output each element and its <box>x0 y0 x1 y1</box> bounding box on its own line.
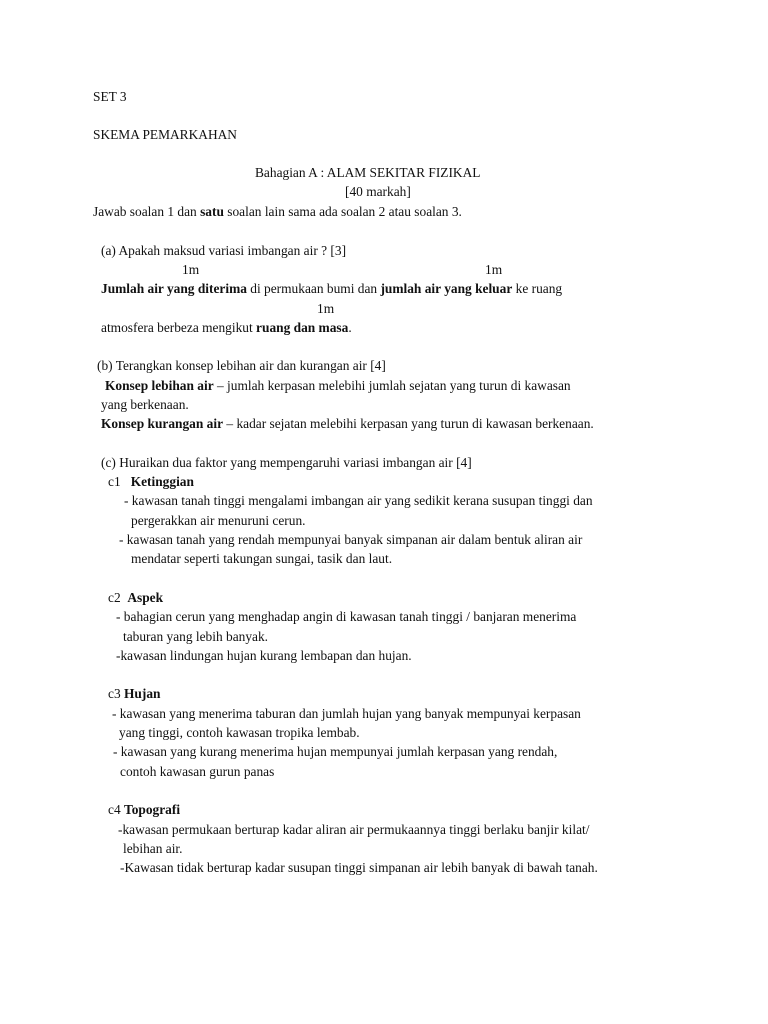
factor-c3-line-4: contoh kawasan gurun panas <box>120 764 275 779</box>
factor-c2-heading <box>108 590 163 606</box>
answer-b-line-1 <box>105 378 571 394</box>
answer-b-line-2: yang berkenaan. <box>101 397 189 412</box>
factor-c4-number: c4 <box>108 802 121 817</box>
factor-c3-number: c3 <box>108 686 121 701</box>
factor-c4-heading <box>108 802 180 818</box>
section-marks: [40 markah] <box>345 184 411 199</box>
instruction-text-2: soalan lain sama ada soalan 2 atau soalan 3. <box>223 204 462 219</box>
instruction <box>93 204 462 220</box>
factor-c1-heading <box>108 474 194 490</box>
instruction-text-1: Jawab soalan 1 dan <box>93 204 201 219</box>
factor-c3-line-2: yang tinggi, contoh kawasan tropika lembab. <box>119 725 360 740</box>
factor-c2-line-3: -kawasan lindungan hujan kurang lembapan dan hujan. <box>116 648 412 663</box>
factor-c3-heading <box>108 686 160 702</box>
question-b: (b) Terangkan konsep lebihan air dan kurangan air [4] <box>97 358 386 373</box>
answer-a-bold-2: jumlah air yang keluar <box>380 281 513 296</box>
question-a: (a) Apakah maksud variasi imbangan air ? [3] <box>101 243 347 258</box>
answer-b-bold-1: Konsep lebihan air <box>105 378 214 393</box>
factor-c1-line-4: mendatar seperti takungan sungai, tasik dan laut. <box>131 551 393 566</box>
answer-b-line-3 <box>101 416 594 432</box>
mark-annotation-2: 1m <box>485 262 503 277</box>
factor-c2-line-2: taburan yang lebih banyak. <box>123 629 269 644</box>
answer-a-line-1 <box>101 281 562 297</box>
factor-c4-line-1: -kawasan permukaan berturap kadar aliran air permukaannya tinggi berlaku banjir kilat/ <box>118 822 590 837</box>
factor-c4-title: Topografi <box>124 802 181 817</box>
instruction-bold: satu <box>200 204 224 219</box>
answer-b-text-1: – jumlah kerpasan melebihi jumlah sejatan yang turun di kawasan <box>213 378 571 393</box>
factor-c3-title: Hujan <box>124 686 161 701</box>
factor-c1-line-3: - kawasan tanah yang rendah mempunyai banyak simpanan air dalam bentuk aliran air <box>119 532 583 547</box>
answer-a-text-3: atmosfera berbeza mengikut <box>101 320 257 335</box>
answer-a-bold-3: ruang dan masa <box>256 320 349 335</box>
factor-c1-line-2: pergerakkan air menuruni cerun. <box>131 513 306 528</box>
answer-a-text-4: . <box>348 320 352 335</box>
answer-a-text-2: ke ruang <box>512 281 563 296</box>
factor-c1-title: Ketinggian <box>130 474 194 489</box>
mark-annotation-1: 1m <box>182 262 200 277</box>
set-label: SET 3 <box>93 89 127 104</box>
answer-a-line-2 <box>101 320 352 336</box>
factor-c2-title: Aspek <box>127 590 164 605</box>
answer-a-bold-1: Jumlah air yang diterima <box>101 281 247 296</box>
factor-c4-line-2: lebihan air. <box>123 841 183 856</box>
factor-c1-number: c1 <box>108 474 121 489</box>
mark-annotation-3: 1m <box>317 301 335 316</box>
question-c: (c) Huraikan dua faktor yang mempengaruhi variasi imbangan air [4] <box>101 455 472 470</box>
scheme-title: SKEMA PEMARKAHAN <box>93 127 237 142</box>
answer-a-text-1: di permukaan bumi dan <box>246 281 381 296</box>
factor-c3-line-3: - kawasan yang kurang menerima hujan mempunyai jumlah kerpasan yang rendah, <box>113 744 558 759</box>
answer-b-bold-2: Konsep kurangan air <box>101 416 224 431</box>
factor-c1-line-1: - kawasan tanah tinggi mengalami imbangan air yang sedikit kerana susupan tinggi dan <box>124 493 593 508</box>
section-title: Bahagian A : ALAM SEKITAR FIZIKAL <box>255 165 481 180</box>
factor-c2-number: c2 <box>108 590 121 605</box>
factor-c2-line-1: - bahagian cerun yang menghadap angin di kawasan tanah tinggi / banjaran menerima <box>116 609 577 624</box>
factor-c3-line-1: - kawasan yang menerima taburan dan jumlah hujan yang banyak mempunyai kerpasan <box>112 706 581 721</box>
answer-b-text-2: – kadar sejatan melebihi kerpasan yang turun di kawasan berkenaan. <box>223 416 594 431</box>
factor-c4-line-3: -Kawasan tidak berturap kadar susupan tinggi simpanan air lebih banyak di bawah tanah. <box>120 860 598 875</box>
